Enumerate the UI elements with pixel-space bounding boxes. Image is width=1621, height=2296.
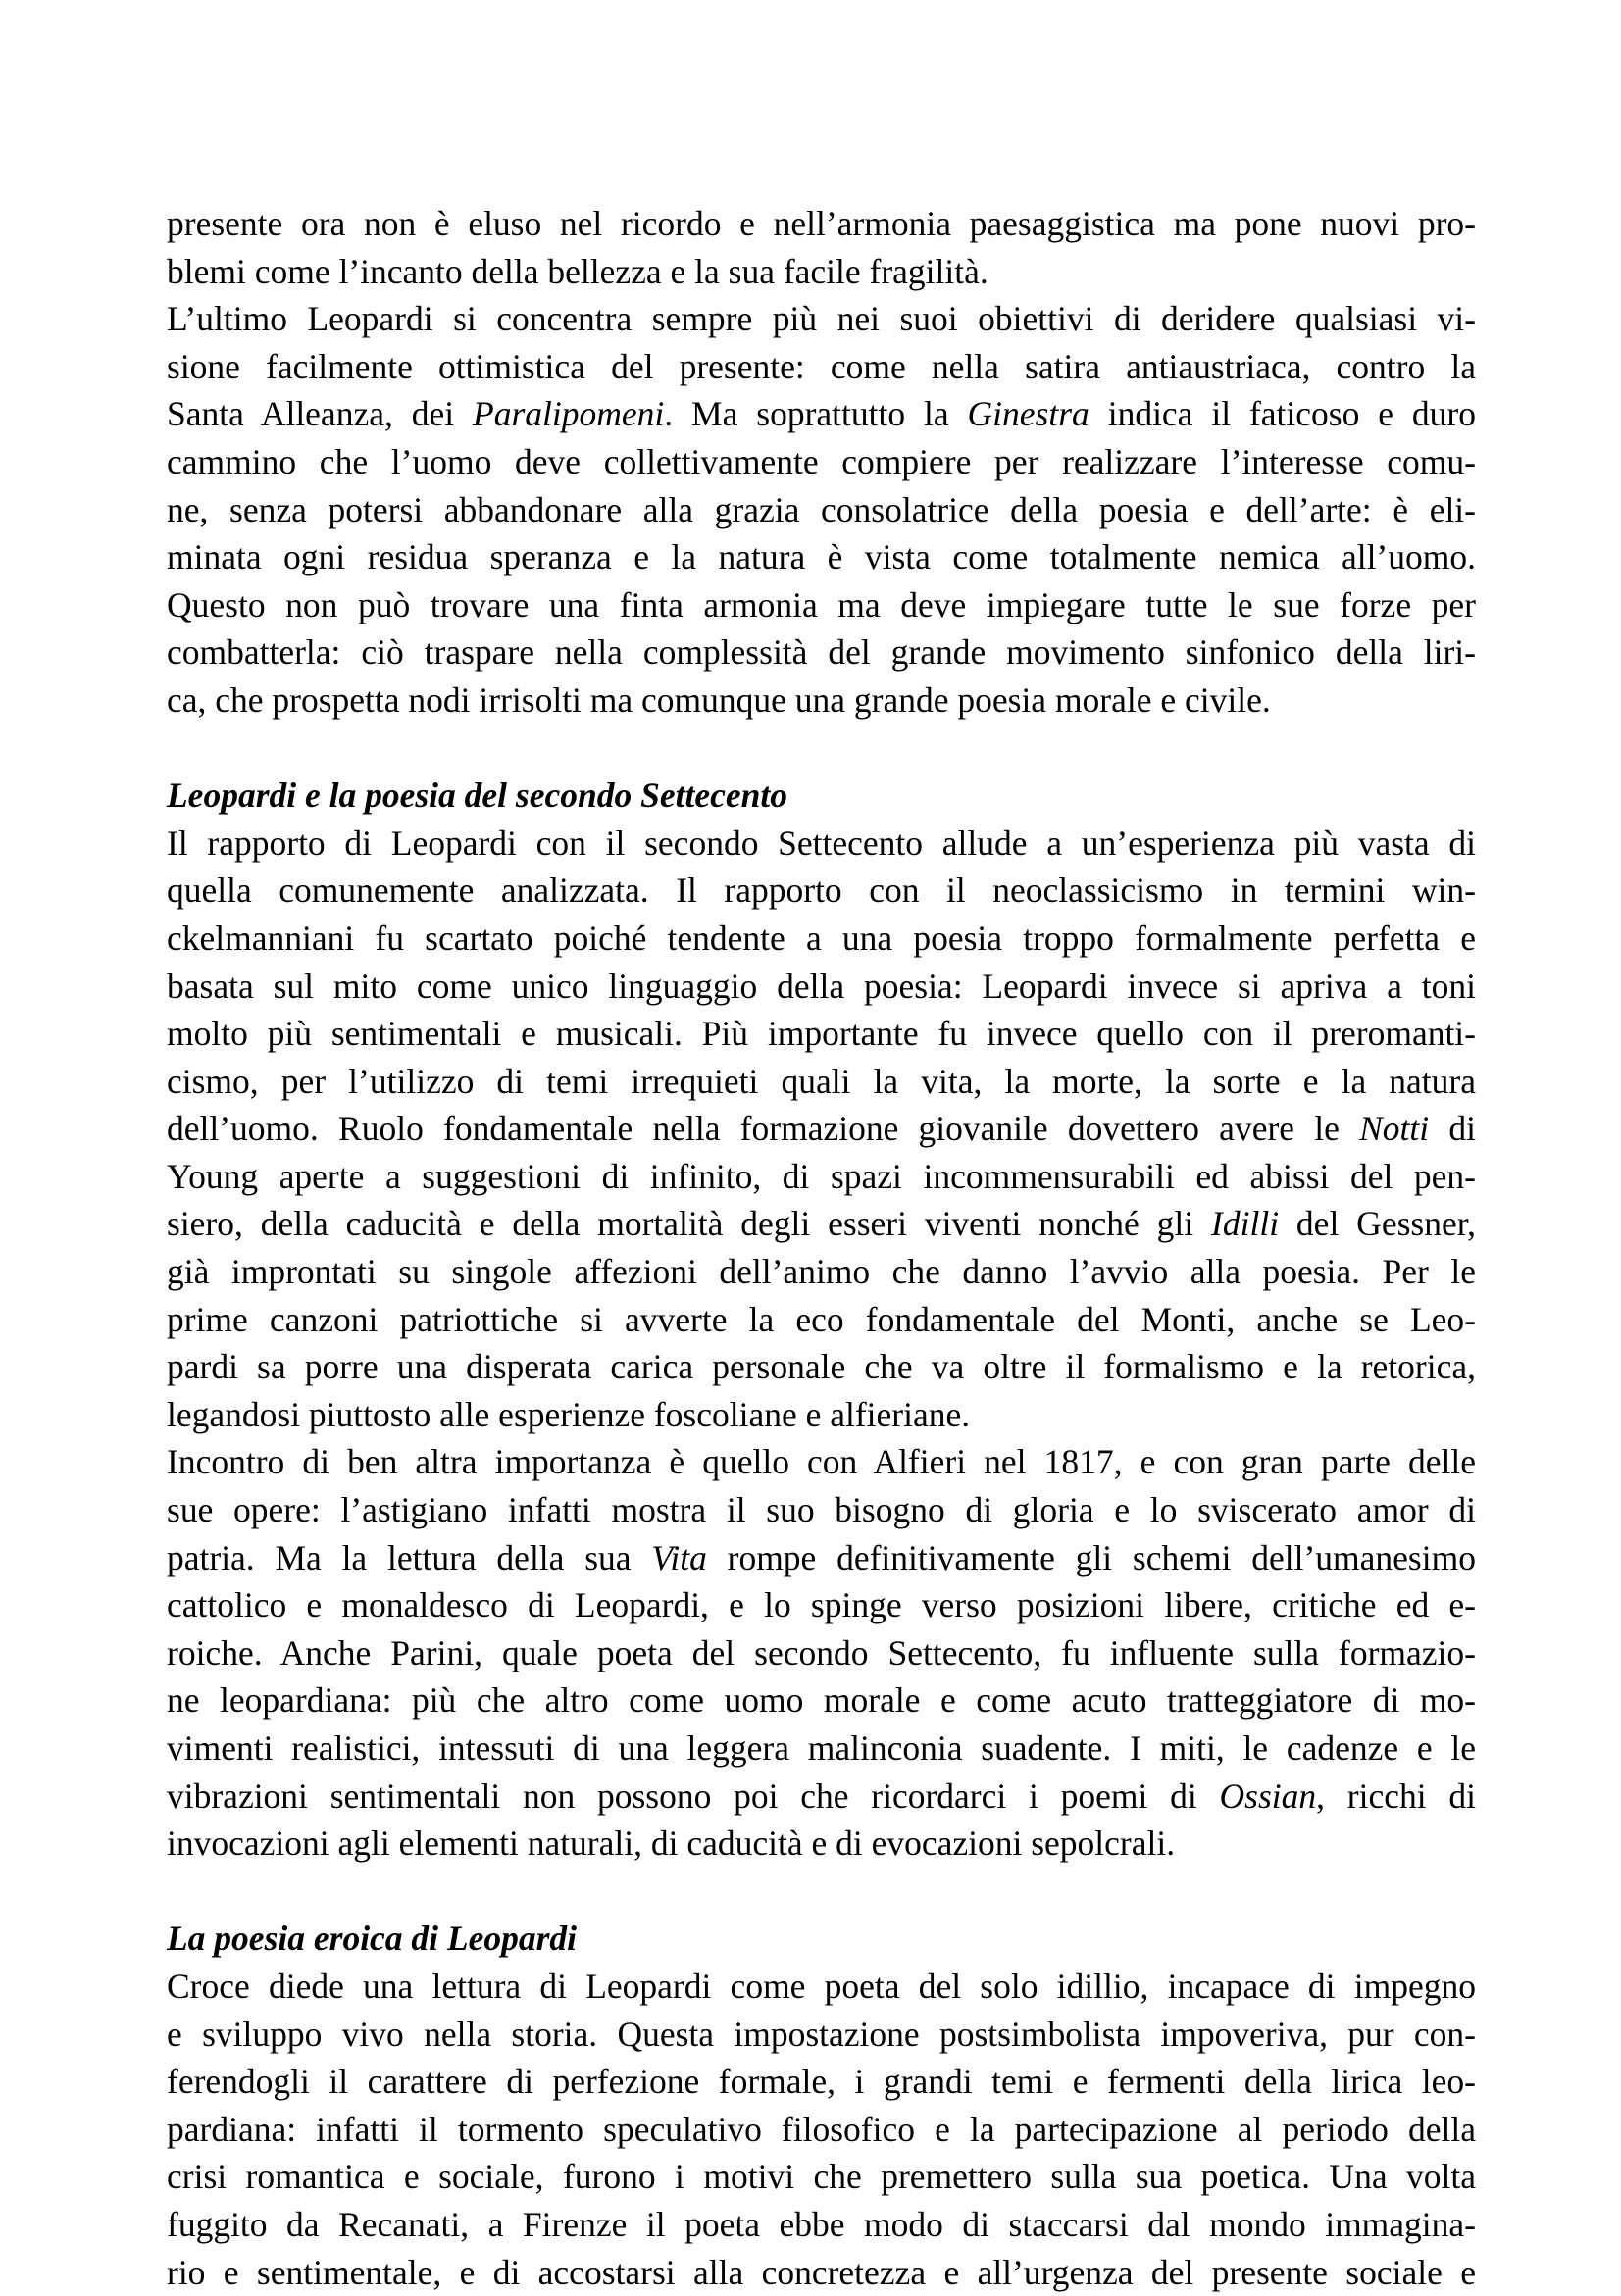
paragraph-line: ca, che prospetta nodi irrisolti ma comunque una grande poesia morale e civile.: [167, 679, 1271, 720]
paragraph-line: roiche. Anche Parini, quale poeta del secondo Settecento, fu influente sulla formazio-: [167, 1632, 1476, 1672]
text-run: indica il faticoso e duro: [1089, 394, 1476, 434]
paragraph-line: molto più sentimentali e musicali. Più importante fu invece quello con il preromanti-: [167, 1014, 1476, 1054]
paragraph-line: sue opere: l’astigiano infatti mostra il suo bisogno di gloria e lo sviscerato amor di: [167, 1490, 1476, 1530]
work-title-ossian: Ossian: [1219, 1775, 1317, 1816]
paragraph-line: cammino che l’uomo deve collettivamente compiere per realizzare l’interesse comu-: [167, 441, 1476, 481]
paragraph-line: [167, 1200, 1476, 1248]
text-run: , ricchi di: [1316, 1775, 1476, 1816]
text-run: vibrazioni sentimentali non possono poi che ricordarci i poemi di: [167, 1775, 1220, 1816]
paragraph-gap: [167, 1868, 1476, 1916]
text-run: siero, della caducità e della mortalità degli esseri viventi nonché gli: [167, 1204, 1212, 1244]
paragraph-line: L’ultimo Leopardi si concentra sempre più nei suoi obiettivi di deridere qualsiasi vi-: [167, 299, 1476, 339]
paragraph-line: invocazioni agli elementi naturali, di caducità e di evocazioni sepolcrali.: [167, 1823, 1176, 1864]
paragraph-line: combatterla: ciò traspare nella complessità del grande movimento sinfonico della liri-: [167, 632, 1476, 673]
paragraph-line: ckelmanniani fu scartato poiché tendente a una poesia troppo formalmente perfetta e: [167, 918, 1476, 958]
paragraph-line: già improntati su singole affezioni dell’animo che danno l’avvio alla poesia. Per le: [167, 1252, 1476, 1292]
paragraph-line: presente ora non è eluso nel ricordo e nell’armonia paesaggistica ma pone nuovi pro-: [167, 204, 1476, 243]
text-run: di: [1429, 1109, 1476, 1149]
paragraph-line: Questo non può trovare una finta armonia ma deve impiegare tutte le sue forze per: [167, 584, 1476, 624]
paragraph-line: sione facilmente ottimistica del presente: come nella satira antiaustriaca, contro la: [167, 346, 1476, 386]
paragraph-line: cattolico e monaldesco di Leopardi, e lo spinge verso posizioni libere, critiche ed e-: [167, 1585, 1476, 1625]
text-run: rompe definitivamente gli schemi dell’umanesimo: [706, 1537, 1476, 1577]
text-run: . Ma soprattutto la: [664, 394, 968, 434]
section-heading: Leopardi e la poesia del secondo Settecento: [167, 775, 787, 816]
work-title-notti: Notti: [1359, 1109, 1430, 1149]
text-run: dell’uomo. Ruolo fondamentale nella formazione giovanile dovettero avere le: [167, 1109, 1360, 1149]
paragraph-line: pardi sa porre una disperata carica personale che va oltre il formalismo e la retorica,: [167, 1347, 1476, 1387]
paragraph-line: prime canzoni patriottiche si avverte la eco fondamentale del Monti, anche se Leo-: [167, 1299, 1476, 1339]
paragraph-line: [167, 390, 1476, 438]
paragraph-line: Incontro di ben altra importanza è quello con Alfieri nel 1817, e con gran parte delle: [167, 1442, 1476, 1482]
paragraph-line: ferendogli il carattere di perfezione formale, i grandi temi e fermenti della lirica leo-: [167, 2062, 1476, 2102]
paragraph-line: ne leopardiana: più che altro come uomo morale e come acuto tratteggiatore di mo-: [167, 1680, 1476, 1721]
paragraph-line: e sviluppo vivo nella storia. Questa impostazione postsimbolista impoveriva, pur con-: [167, 2014, 1476, 2054]
paragraph-line: ne, senza potersi abbandonare alla grazia consolatrice della poesia e dell’arte: è eli-: [167, 489, 1476, 529]
paragraph-line: Croce diede una lettura di Leopardi come poeta del solo idillio, incapace di impegno: [167, 1966, 1476, 2006]
paragraph-line: Young aperte a suggestioni di infinito, di spazi incommensurabili ed abissi del pen-: [167, 1156, 1476, 1196]
text-run: del Gessner,: [1279, 1204, 1476, 1244]
work-title-paralipomeni: Paralipomeni: [473, 394, 665, 434]
paragraph-line: basata sul mito come unico linguaggio della poesia: Leopardi invece si apriva a toni: [167, 966, 1476, 1006]
paragraph-line: minata ogni residua speranza e la natura è vista come totalmente nemica all’uomo.: [167, 537, 1476, 577]
text-run: patria. Ma la lettura della sua: [167, 1537, 652, 1577]
paragraph-line: [167, 1534, 1476, 1582]
paragraph-line: Il rapporto di Leopardi con il secondo Settecento allude a un’esperienza più vasta di: [167, 823, 1476, 863]
text-run: Santa Alleanza, dei: [167, 394, 474, 434]
section-heading: La poesia eroica di Leopardi: [167, 1919, 578, 1959]
paragraph-line: pardiana: infatti il tormento speculativo filosofico e la partecipazione al periodo della: [167, 2109, 1476, 2149]
paragraph-line: legandosi piuttosto alle esperienze foscoliane e alfieriane.: [167, 1394, 971, 1434]
work-title-idilli: Idilli: [1211, 1204, 1280, 1244]
paragraph-line: rio e sentimentale, e di accostarsi alla concretezza e all’urgenza del presente sociale e: [167, 2252, 1476, 2292]
paragraph-line: vimenti realistici, intessuti di una leggera malinconia suadente. I miti, le cadenze e le: [167, 1728, 1476, 1768]
paragraph-line: [167, 1772, 1476, 1821]
paragraph-line: fuggito da Recanati, a Firenze il poeta ebbe modo di staccarsi dal mondo immagina-: [167, 2204, 1476, 2244]
work-title-ginestra: Ginestra: [967, 394, 1089, 434]
paragraph-line: quella comunemente analizzata. Il rapporto con il neoclassicismo in termini win-: [167, 871, 1476, 911]
paragraph-line: [167, 1105, 1476, 1153]
work-title-vita: Vita: [651, 1537, 707, 1577]
paragraph-line: crisi romantica e sociale, furono i motivi che premettero sulla sua poetica. Una volta: [167, 2157, 1476, 2197]
body-text: [167, 200, 1476, 2296]
paragraph-gap: [167, 724, 1476, 773]
paragraph-line: blemi come l’incanto della bellezza e la sua facile fragilità.: [167, 251, 988, 291]
paragraph-line: cismo, per l’utilizzo di temi irrequieti quali la vita, la morte, la sorte e la natura: [167, 1061, 1476, 1101]
